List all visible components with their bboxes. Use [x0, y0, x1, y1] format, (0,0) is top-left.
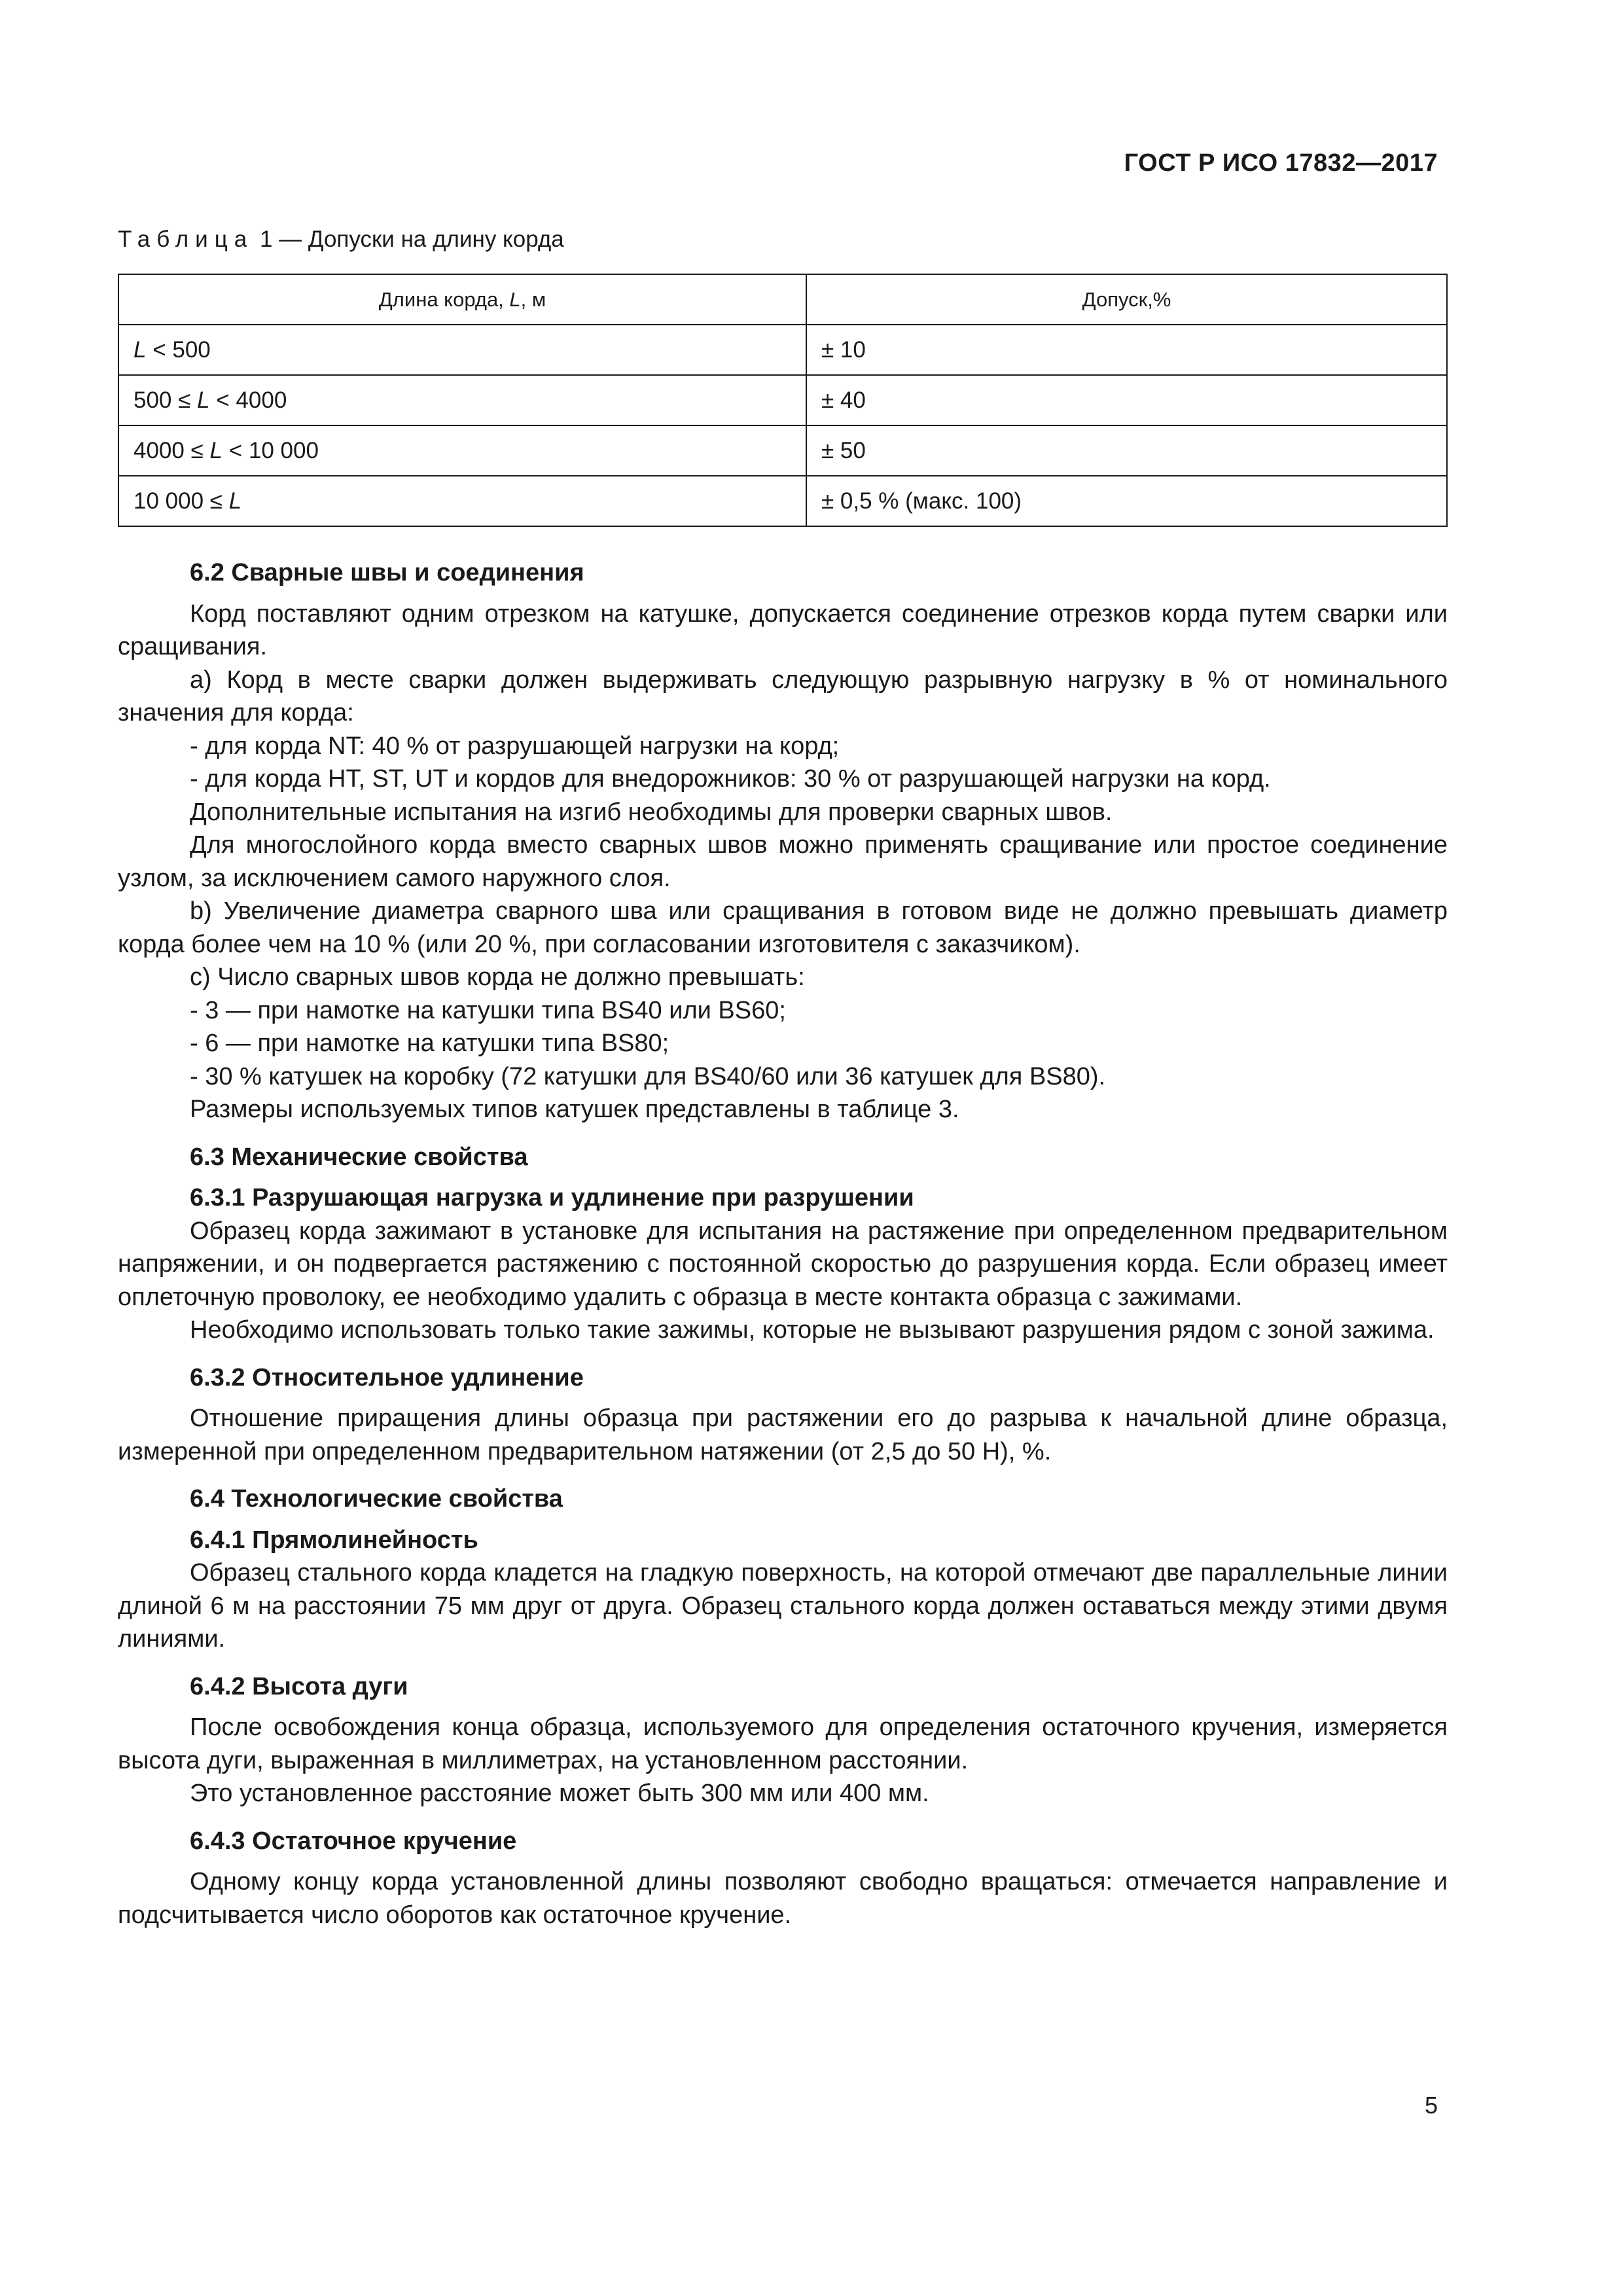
table-row	[118, 375, 1447, 425]
table-cell-length: 500 ≤ L < 4000	[118, 375, 806, 425]
table-cell-length: 4000 ≤ L < 10 000	[118, 425, 806, 476]
column-header-tolerance: Допуск,%	[806, 274, 1447, 325]
table-row	[118, 476, 1447, 526]
cord-length-tolerance-table	[118, 274, 1448, 527]
table-caption-word: Таблица	[118, 226, 254, 252]
paragraph: b) Увеличение диаметра сварного шва или сращивания в готовом виде не должно превышать диаметр корда более чем на 10 % (или 20 %, при согласовании изготовителя с заказчиком).	[118, 897, 1448, 958]
column-header-length: Длина корда, L, м	[118, 274, 806, 325]
paragraph: Необходимо использовать только такие зажимы, которые не вызывают разрушения рядом с зоной зажима.	[190, 1316, 1435, 1344]
table-header-row	[118, 274, 1447, 325]
section-heading-6-3: 6.3 Механические свойства	[190, 1143, 528, 1171]
table-cell-length: 10 000 ≤ L	[118, 476, 806, 526]
section-heading-6-4-2: 6.4.2 Высота дуги	[190, 1672, 408, 1700]
section-heading-6-4-1: 6.4.1 Прямолинейность	[190, 1526, 478, 1554]
section-heading-6-3-1: 6.3.1 Разрушающая нагрузка и удлинение при разрушении	[190, 1184, 914, 1211]
paragraph: После освобождения конца образца, используемого для определения остаточного кручения, измеряется высота дуги, выраженная в миллиметрах, на установленном расстоянии.	[118, 1713, 1448, 1774]
paragraph: Образец стального корда кладется на гладкую поверхность, на которой отмечают две параллельные линии длиной 6 м на расстоянии 75 мм друг от друга. Образец стального корда должен оставаться между этими двумя линиями.	[118, 1559, 1448, 1653]
list-item: - 30 % катушек на коробку (72 катушки для BS40/60 или 36 катушек для BS80).	[190, 1062, 1106, 1090]
paragraph: Это установленное расстояние может быть 300 мм или 400 мм.	[190, 1780, 929, 1807]
paragraph: Образец корда зажимают в установке для испытания на растяжение при определенном предварительном напряжении, и он подвергается растяжению с постоянной скоростью до разрушения корда. Если образец имеет оплеточную проволоку, ее необходимо удалить с образца в месте контакта образца с зажимами.	[118, 1217, 1448, 1311]
page-number: 5	[1424, 2092, 1438, 2119]
table-caption-text: 1 — Допуски на длину корда	[253, 226, 564, 252]
table-cell-tolerance: ± 40	[806, 375, 1447, 425]
document-id-header: ГОСТ Р ИСО 17832—2017	[1124, 149, 1438, 177]
list-item: - 3 — при намотке на катушки типа BS40 или BS60;	[190, 996, 786, 1024]
table-cell-tolerance: ± 0,5 % (макс. 100)	[806, 476, 1447, 526]
paragraph: Отношение приращения длины образца при растяжении его до разрыва к начальной длине образца, измеренной при определенном предварительном натяжении (от 2,5 до 50 Н), %.	[118, 1405, 1448, 1465]
table-cell-tolerance: ± 10	[806, 325, 1447, 375]
section-heading-6-4: 6.4 Технологические свойства	[190, 1485, 563, 1513]
paragraph: Одному концу корда установленной длины позволяют свободно вращаться: отмечается направление и подсчитывается число оборотов как остаточное кручение.	[118, 1868, 1448, 1929]
document-body	[118, 556, 1448, 1931]
paragraph: c) Число сварных швов корда не должно превышать:	[190, 963, 805, 991]
section-heading-6-3-2: 6.3.2 Относительное удлинение	[190, 1363, 584, 1391]
table-cell-length: L < 500	[118, 325, 806, 375]
list-item: - для корда HT, ST, UT и кордов для внедорожников: 30 % от разрушающей нагрузки на корд.	[190, 765, 1271, 793]
table-row	[118, 325, 1447, 375]
list-item: - для корда NT: 40 % от разрушающей нагрузки на корд;	[190, 732, 840, 760]
paragraph: Дополнительные испытания на изгиб необходимы для проверки сварных швов.	[190, 798, 1113, 826]
table-caption	[118, 226, 564, 253]
paragraph: Для многослойного корда вместо сварных швов можно применять сращивание или простое соединение узлом, за исключением самого наружного слоя.	[118, 831, 1448, 892]
paragraph: Размеры используемых типов катушек представлены в таблице 3.	[190, 1096, 959, 1123]
table-row	[118, 425, 1447, 476]
list-item: - 6 — при намотке на катушки типа BS80;	[190, 1030, 669, 1057]
section-heading-6-2: 6.2 Сварные швы и соединения	[190, 559, 584, 586]
section-heading-6-4-3: 6.4.3 Остаточное кручение	[190, 1827, 517, 1855]
paragraph: Корд поставляют одним отрезком на катушке, допускается соединение отрезков корда путем сварки или сращивания.	[118, 600, 1448, 660]
paragraph: a) Корд в месте сварки должен выдерживать следующую разрывную нагрузку в % от номинального значения для корда:	[118, 666, 1448, 726]
table-cell-tolerance: ± 50	[806, 425, 1447, 476]
